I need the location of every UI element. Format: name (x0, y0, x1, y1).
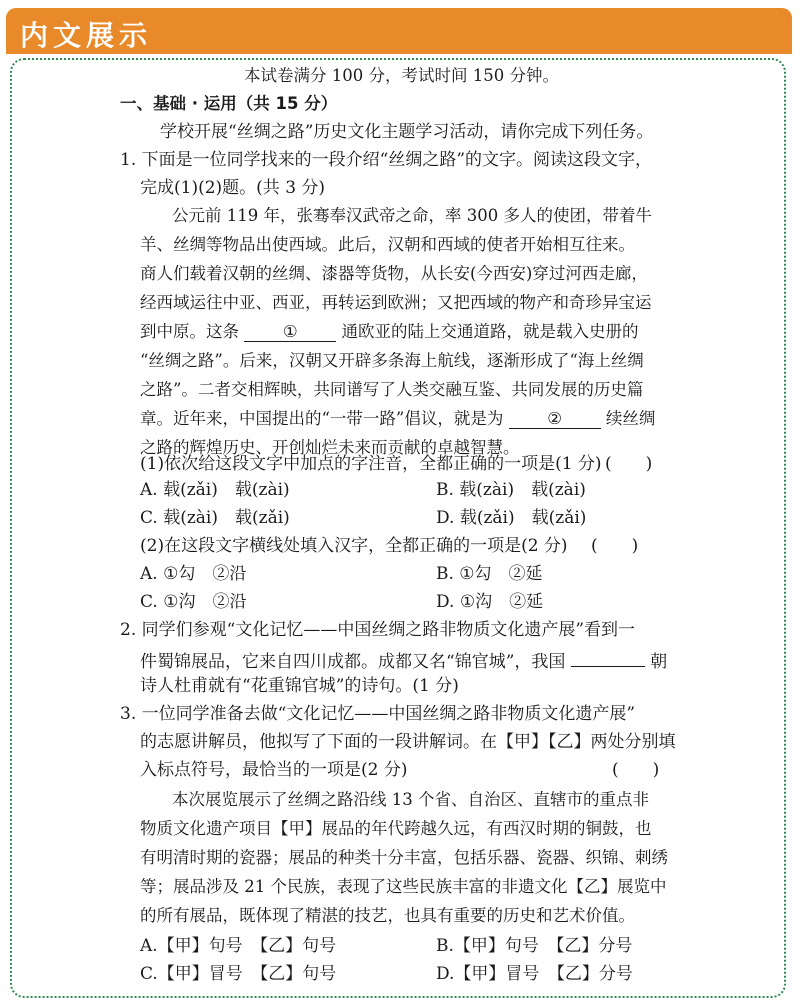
exam-intro: 本试卷满分 100 分，考试时间 150 分钟。 (244, 66, 559, 85)
q1-passage-line: 经西域运往中亚、西亚，再转运到欧洲；又把西域的物产和奇珍异宝运 (140, 293, 652, 312)
q1-passage-line (140, 411, 655, 429)
q1-passage-text: 续丝绸 (605, 409, 656, 428)
q1-passage-line (140, 324, 639, 342)
answer-paren: ( ) (604, 454, 653, 474)
q2-line: 2. 同学们参观“文化记忆——中国丝绸之路非物质文化遗产展”看到一 (120, 620, 636, 640)
q3-passage-line: 等；展品涉及 21 个民族，表现了这些民族丰富的非遗文化【乙】展览中 (140, 877, 667, 896)
option-c: C. 载(zài) 载(zǎi) (140, 508, 290, 528)
q1-passage-line: 之路的辉煌历史、开创灿烂未来而贡献的卓越智慧。 (140, 438, 520, 457)
option-c: C.【甲】冒号 【乙】句号 (140, 964, 337, 984)
q3-passage-line: 有明清时期的瓷器；展品的种类十分丰富，包括乐器、瓷器、织锦、刺绣 (140, 848, 668, 867)
option-d: D. 载(zǎi) 载(zǎi) (436, 508, 587, 528)
q3-line: 的志愿讲解员，他拟写了下面的一段讲解词。在【甲】【乙】两处分别填 (140, 732, 676, 752)
q3-passage-line: 的所有展品，既体现了精湛的技艺，也具有重要的历史和艺术价值。 (140, 906, 635, 925)
q1-passage-line: 之路”。二者交相辉映，共同谱写了人类交融互鉴、共同发展的历史篇 (140, 380, 644, 399)
answer-paren: ( ) (612, 760, 660, 780)
q1-passage-line: 商人们载着汉朝的丝绸、漆器等货物，从长安(今西安)穿过河西走廊， (140, 264, 648, 283)
q1-passage-line: “丝绸之路”。后来，汉朝又开辟多条海上航线，逐渐形成了“海上丝绸 (140, 351, 644, 370)
option-b: B. ①勾 ②延 (436, 564, 543, 584)
q2-text: 朝 (650, 652, 668, 672)
q1-sub1-question (140, 456, 656, 473)
fill-blank-1: ① (244, 324, 336, 342)
option-a: A. ①勾 ②沿 (140, 564, 247, 584)
q2-line (140, 650, 667, 671)
fill-blank-dynasty (571, 650, 645, 667)
q1-passage-line: 羊、丝绸等物品出使西域。此后，汉朝和西域的使者开始相互往来。 (140, 235, 635, 254)
q3-line: 入标点符号，最恰当的一项是(2 分) (140, 760, 408, 780)
q1-passage-line: 公元前 119 年，张骞奉汉武帝之命，率 300 多人的使团，带着牛 (172, 206, 652, 225)
q1-passage-text: 章。近年来，中国提出的“一带一路”倡议，就是为 (140, 409, 504, 428)
option-a: A.【甲】句号 【乙】句号 (140, 936, 337, 956)
section-task: 学校开展“丝绸之路”历史文化主题学习活动，请你完成下列任务。 (160, 122, 654, 142)
option-a: A. 载(zǎi) 载(zài) (140, 480, 290, 500)
q1-stem-line2: 完成(1)(2)题。(共 3 分) (140, 178, 326, 198)
q3-passage-line: 物质文化遗产项目【甲】展品的年代跨越久远，有西汉时期的铜鼓，也 (140, 819, 652, 838)
option-b: B.【甲】句号 【乙】分号 (436, 936, 633, 956)
q1-passage-text: 通欧亚的陆上交通道路，就是载入史册的 (341, 322, 639, 341)
option-c: C. ①沟 ②沿 (140, 592, 247, 612)
fill-blank-2: ② (509, 411, 601, 429)
q1-sub2-question (140, 538, 642, 555)
q3-passage-line: 本次展览展示了丝绸之路沿线 13 个省、自治区、直辖市的重点非 (172, 790, 649, 809)
header-bar (6, 8, 792, 54)
section-title: 一、基础 · 运用（共 15 分） (120, 94, 338, 113)
page-title: 内文展示 (20, 19, 153, 52)
option-d: D.【甲】冒号 【乙】分号 (436, 964, 633, 984)
q2-text: 件蜀锦展品，它来自四川成都。成都又名“锦官城”，我国 (140, 652, 566, 672)
q3-line: 3. 一位同学准备去做“文化记忆——中国丝绸之路非物质文化遗产展” (120, 704, 636, 724)
q2-line: 诗人杜甫就有“花重锦官城”的诗句。(1 分) (140, 676, 459, 696)
question-text: (1)依次给这段文字中加点的字注音，全都正确的一项是(1 分) (140, 454, 602, 474)
answer-paren: ( ) (590, 536, 639, 556)
q1-passage-text: 到中原。这条 (140, 322, 239, 341)
question-text: (2)在这段文字横线处填入汉字，全都正确的一项是(2 分) (140, 536, 568, 556)
option-b: B. 载(zài) 载(zài) (436, 480, 586, 500)
q1-stem-line1: 1. 下面是一位同学找来的一段介绍“丝绸之路”的文字。阅读这段文字， (120, 150, 653, 170)
option-d: D. ①沟 ②延 (436, 592, 544, 612)
